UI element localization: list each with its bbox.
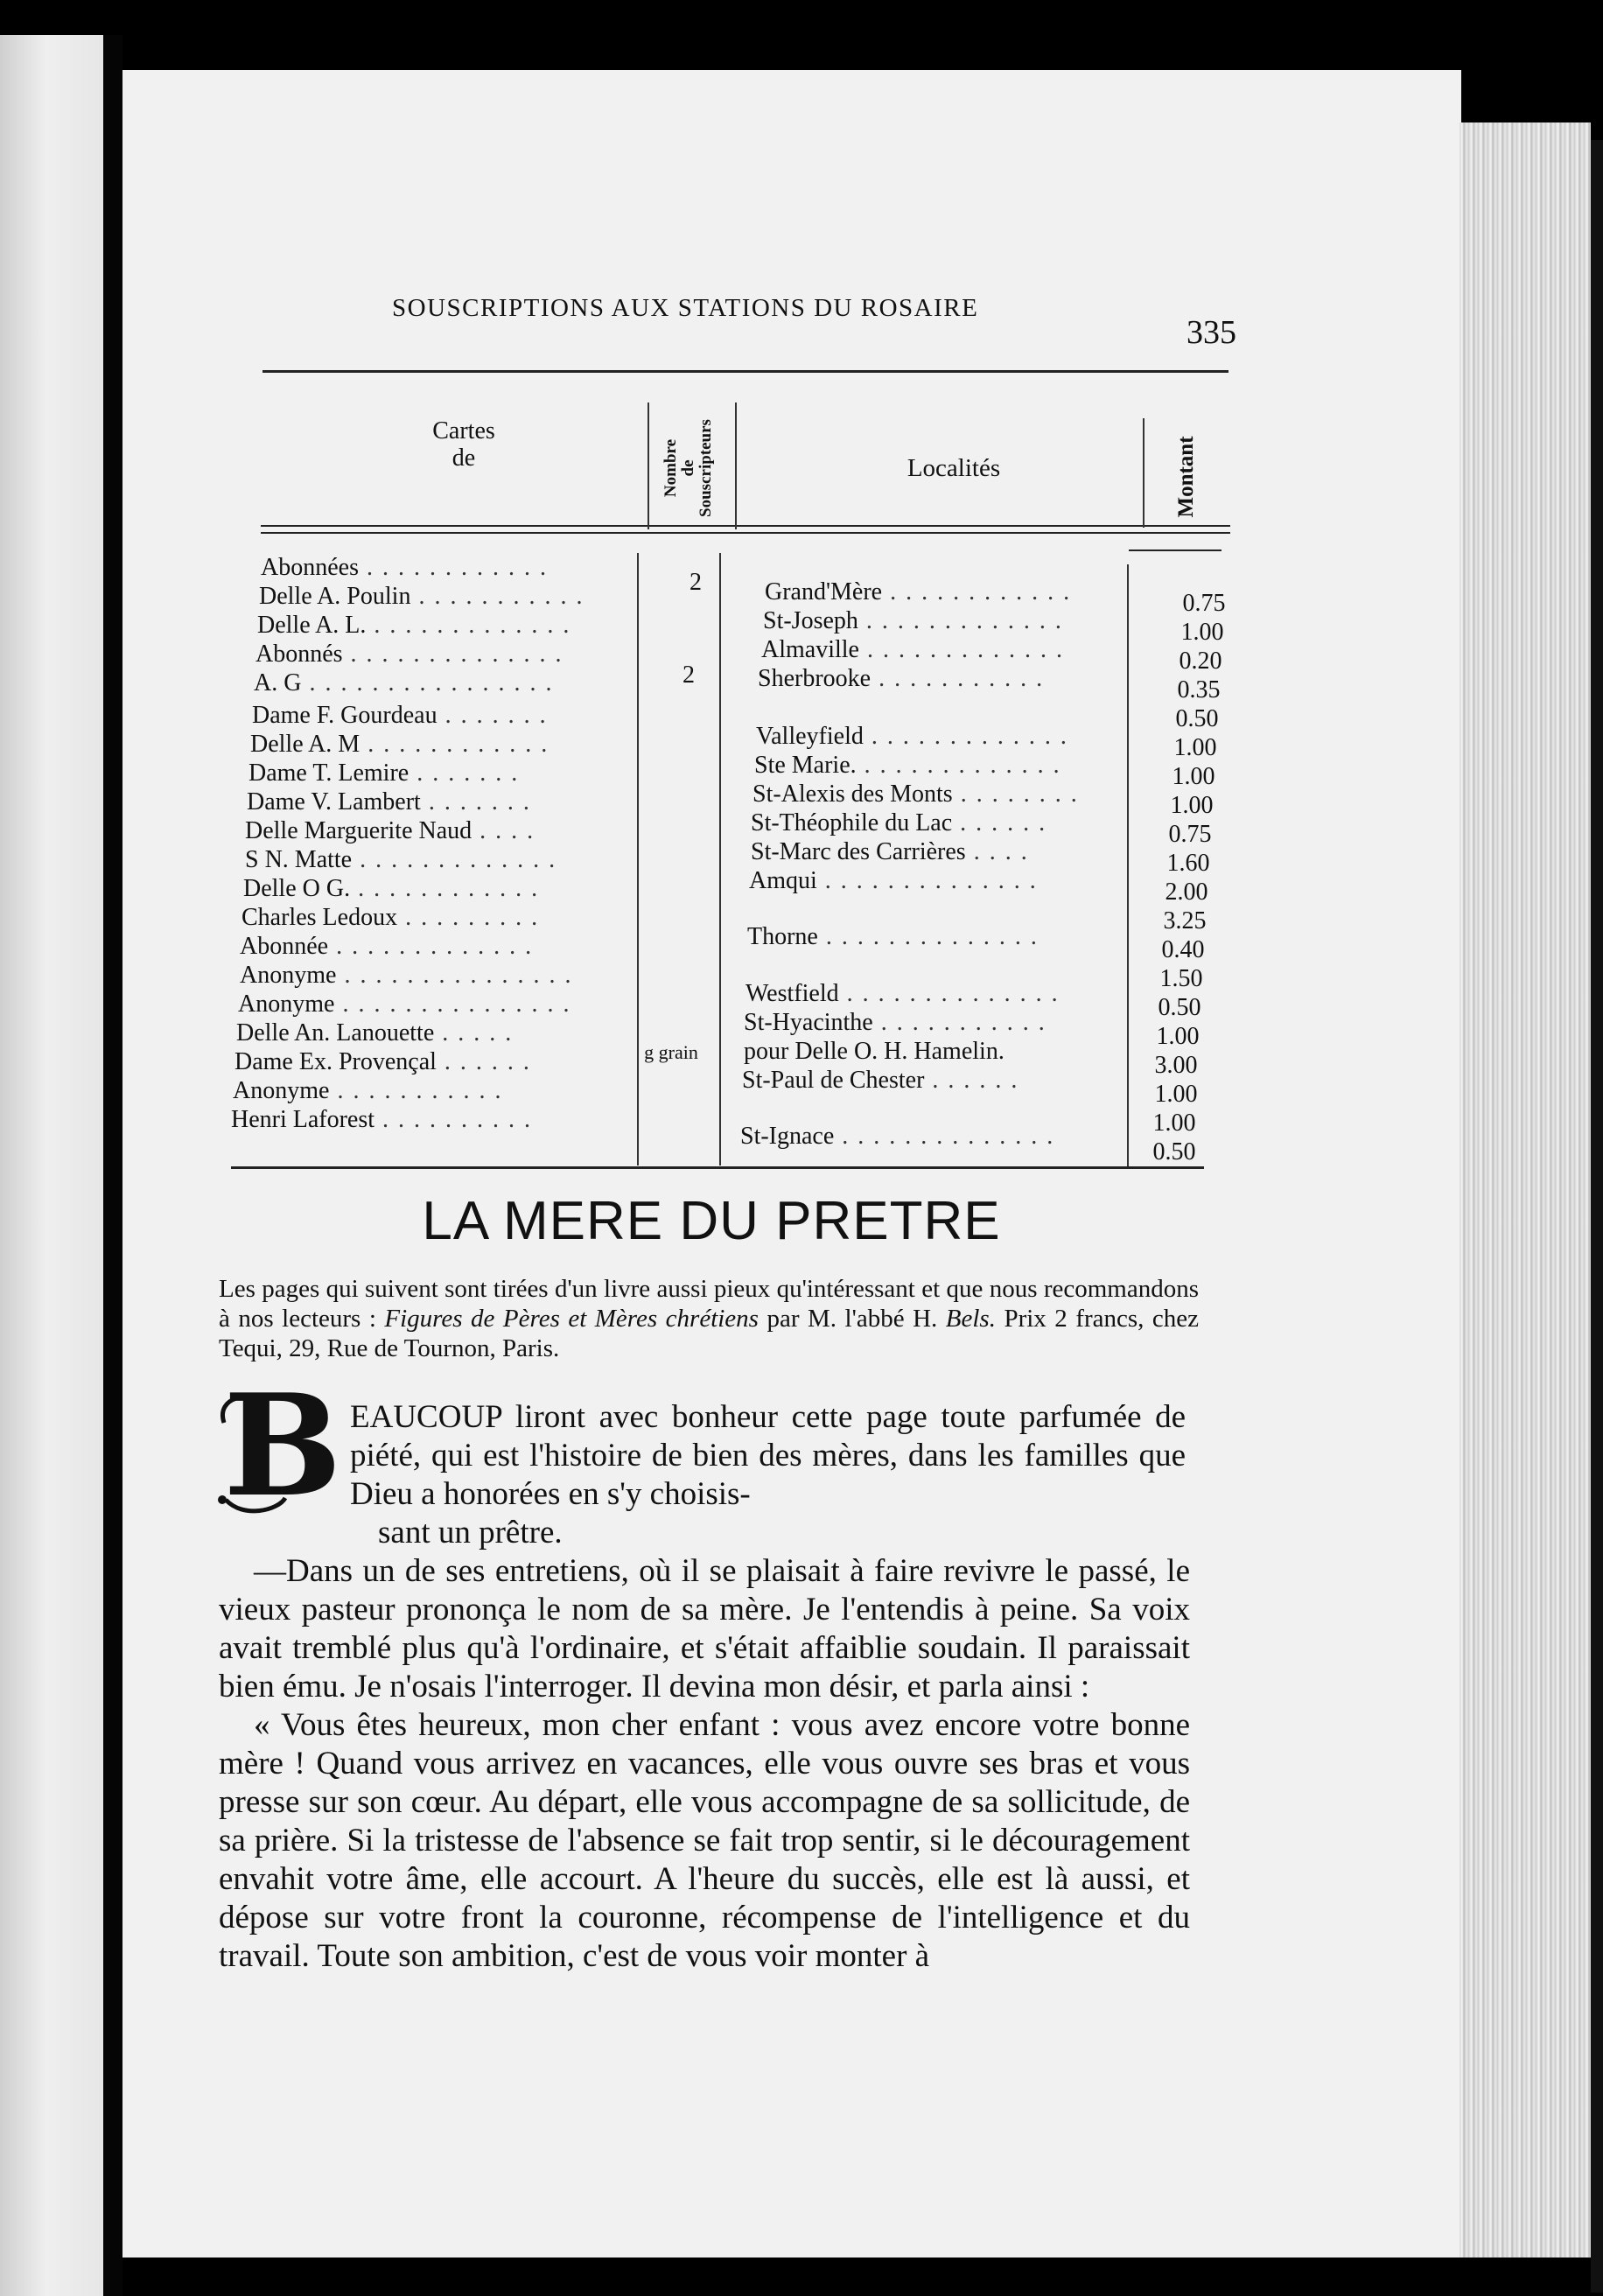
table-cell-localite: Valleyfield . . . . . . . . . . . . . [756, 724, 1068, 749]
table-cell-name: A. G . . . . . . . . . . . . . . . . [254, 671, 554, 696]
column-divider-montant [1143, 418, 1144, 528]
table-cell-localite: Amqui . . . . . . . . . . . . . . [749, 869, 1038, 893]
table-cell-localite: Westfield . . . . . . . . . . . . . . [746, 982, 1060, 1006]
table-cell-montant: 1.50 [1159, 965, 1203, 992]
paragraph-1-end: sant un prêtre. [378, 1515, 563, 1550]
header-cartes [376, 418, 551, 472]
header-cartes-line2: de [452, 444, 476, 472]
article-title: LA MERE DU PRETRE [422, 1191, 1001, 1251]
intro-text: par M. l'abbé H. [766, 1305, 938, 1333]
table-cell-name: Abonnées . . . . . . . . . . . . [261, 556, 548, 580]
table-cell-name: S N. Matte . . . . . . . . . . . . . [245, 848, 557, 872]
header-montant-label: Montant [1174, 436, 1198, 518]
table-cell-montant: 0.50 [1158, 994, 1201, 1021]
table-cell-name: Dame V. Lambert . . . . . . . [247, 790, 531, 815]
table-top-rule [262, 370, 1228, 373]
table-cell-montant: 1.00 [1152, 1110, 1196, 1137]
page-block-edges [1460, 122, 1591, 2258]
table-cell-name: Anonyme . . . . . . . . . . . . . . . [238, 992, 571, 1017]
table-cell-name: Delle A. Poulin . . . . . . . . . . . [259, 584, 584, 609]
table-cell-localite: Ste Marie. . . . . . . . . . . . . . [754, 753, 1061, 778]
table-cell-localite: St-Théophile du Lac . . . . . . [751, 811, 1047, 836]
book-gutter [103, 35, 122, 2296]
table-cell-montant: 3.00 [1154, 1052, 1198, 1079]
table-cell-localite: St-Ignace . . . . . . . . . . . . . . [740, 1124, 1055, 1149]
table-cell-localite: St-Hyacinthe . . . . . . . . . . . [744, 1011, 1046, 1035]
header-nombre-line1: Nombre [662, 438, 681, 498]
drop-cap-letter: B [223, 1363, 342, 1528]
table-header-rule [261, 525, 1230, 527]
table-cell-localite: St-Joseph . . . . . . . . . . . . . [763, 609, 1063, 634]
table-cell-montant: 2.00 [1165, 878, 1208, 906]
paragraph-3: « Vous êtes heureux, mon cher enfant : vous avez encore votre bonne mère ! Quand vous arrivez en vacances, elle vous ouvre ses bras et vous presse sur son cœur. Au départ, elle vous accompagne de sa sollicitude, de sa prière. Si la tristesse de l'absence se fait trop sentir, si le découragement envahit votre âme, elle accourt. A l'heure du succès, elle est là aussi, et dépose sur votre front la couronne, récompense de l'intelligence et du travail. Toute son ambition, c'est de vous voir monter à [219, 1707, 1190, 1974]
header-nombre [640, 402, 737, 534]
table-cell-name: Dame F. Gourdeau . . . . . . . [252, 704, 548, 728]
table-cell-montant: 0.50 [1152, 1138, 1196, 1166]
table-cell-localite: pour Delle O. H. Hamelin. [744, 1040, 1004, 1064]
table-cell-nombre: 2 [690, 569, 702, 596]
table-cell-name: Abonnée . . . . . . . . . . . . . [240, 934, 534, 959]
paragraph-1: EAUCOUP liront avec bonheur cette page toute parfumée de piété, qui est l'histoire de bien des mères, dans les familles que Dieu a honorées en s'y choisis- [350, 1399, 1186, 1512]
page-number: 335 [1186, 314, 1236, 351]
article-intro [219, 1274, 1199, 1363]
header-montant [1160, 411, 1213, 542]
table-cell-nombre: g grain [644, 1041, 698, 1063]
table-cell-localite: Almaville . . . . . . . . . . . . . [761, 638, 1064, 662]
header-localites: Localités [906, 454, 1001, 482]
header-nombre-line3: Souscripteurs [696, 419, 715, 517]
header-cartes-line1: Cartes [432, 417, 495, 444]
table-cell-montant: 1.00 [1156, 1023, 1200, 1050]
table-header-rule-second [261, 532, 1230, 534]
running-title: SOUSCRIPTIONS AUX STATIONS DU ROSAIRE [392, 294, 979, 322]
table-cell-montant: 1.00 [1172, 763, 1215, 790]
table-cell-name: Charles Ledoux . . . . . . . . . [242, 906, 540, 930]
intro-text: Les pages qui suivent sont tirées d'un livre aussi pieux qu'intéressant et que nous recommandons à nos lecteurs : [219, 1275, 1199, 1333]
table-cell-montant: 0.75 [1168, 821, 1212, 848]
montant-header-rule [1129, 550, 1222, 551]
table-cell-nombre: 2 [682, 662, 695, 689]
table-cell-montant: 0.20 [1179, 648, 1222, 675]
drop-cap [217, 1363, 348, 1528]
body-divider-nombre-right [719, 553, 721, 1166]
table-cell-localite: St-Alexis des Monts . . . . . . . . [752, 782, 1079, 807]
header-nombre-line2: de [679, 459, 698, 477]
table-cell-montant: 1.00 [1173, 734, 1217, 761]
book-shadow [1591, 140, 1603, 2292]
table-cell-name: Henri Laforest . . . . . . . . . . [231, 1108, 533, 1132]
table-cell-montant: 1.00 [1154, 1081, 1198, 1108]
table-cell-name: Abonnés . . . . . . . . . . . . . . [256, 642, 564, 667]
table-cell-name: Anonyme . . . . . . . . . . . . . . . [240, 963, 573, 988]
table-cell-name: Delle O G. . . . . . . . . . . . . [243, 877, 540, 901]
table-cell-localite: St-Paul de Chester . . . . . . [742, 1068, 1019, 1093]
table-cell-name: Anonyme . . . . . . . . . . . [233, 1079, 503, 1103]
table-bottom-rule [231, 1166, 1204, 1169]
table-cell-name: Dame Ex. Provençal . . . . . . [234, 1050, 531, 1074]
intro-text: Prix 2 francs, chez Tequi, 29, Rue de Tournon, Paris. [219, 1305, 1199, 1362]
paragraph-2: —Dans un de ses entretiens, où il se plaisait à faire revivre le passé, le vieux pasteur prononça le nom de sa mère. Je l'entendis à peine. Sa voix avait tremblé plus qu'à l'ordinaire, et s'était affaiblie soudain. Il paraissait bien ému. Je n'osais l'interroger. Il devina mon désir, et parla ainsi : [219, 1553, 1190, 1704]
table-cell-montant: 0.50 [1175, 705, 1219, 732]
table-cell-localite: Thorne . . . . . . . . . . . . . . [747, 925, 1039, 949]
table-cell-name: Delle A. L. . . . . . . . . . . . . . [257, 613, 571, 638]
intro-author: Bels. [945, 1305, 996, 1333]
table-cell-localite: Grand'Mère . . . . . . . . . . . . [765, 580, 1072, 605]
table-cell-montant: 1.60 [1166, 850, 1210, 877]
table-cell-localite: St-Marc des Carrières . . . . [751, 840, 1029, 864]
table-cell-name: Delle Marguerite Naud . . . . [245, 819, 536, 844]
table-cell-name: Delle An. Lanouette . . . . . [236, 1021, 514, 1046]
intro-book-title: Figures de Pères et Mères chrétiens [384, 1305, 759, 1333]
table-cell-montant: 0.75 [1182, 590, 1226, 617]
table-cell-montant: 1.00 [1170, 792, 1214, 819]
table-cell-name: Dame T. Lemire . . . . . . . [248, 761, 520, 786]
table-cell-name: Delle A. M . . . . . . . . . . . . [250, 732, 550, 757]
table-cell-montant: 0.35 [1177, 676, 1221, 704]
table-cell-montant: 3.25 [1163, 907, 1207, 934]
table-cell-montant: 1.00 [1180, 619, 1224, 646]
previous-page-edge [0, 35, 103, 2296]
table-cell-localite: Sherbrooke . . . . . . . . . . . [758, 667, 1045, 691]
table-cell-montant: 0.40 [1161, 936, 1205, 963]
